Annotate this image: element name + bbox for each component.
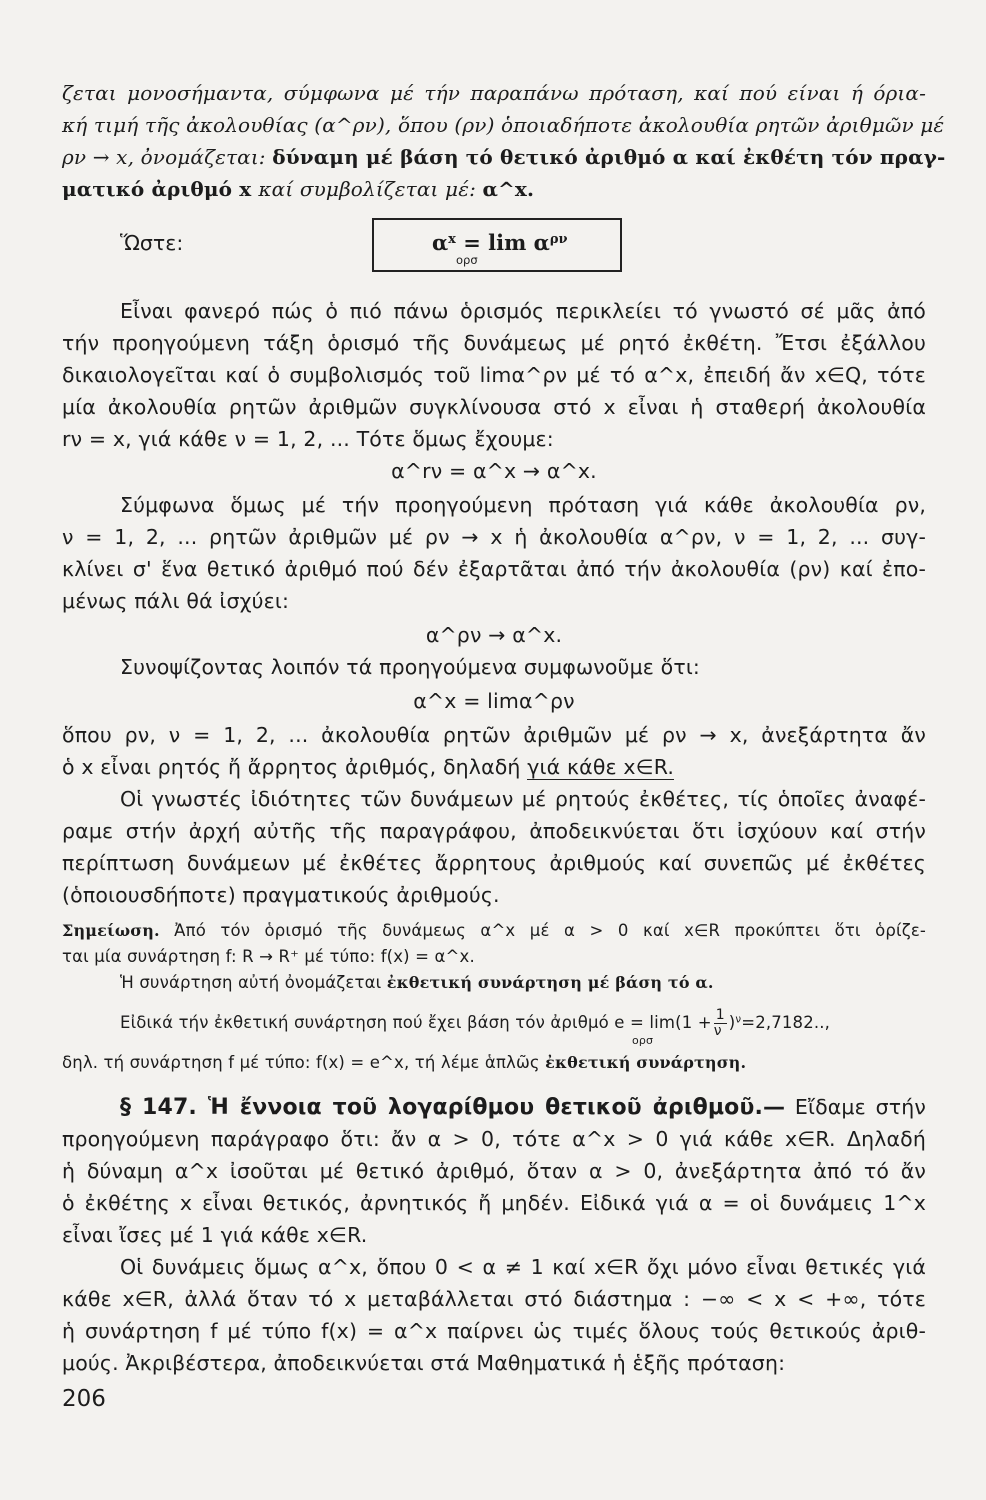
note-line-1: [62, 918, 926, 944]
intro-line-4-bold: ματικό ἀριθμό x: [62, 177, 259, 201]
definition-under-symbol: ορσ: [456, 253, 478, 267]
for-all-x-underlined: γιά κάθε x∈R.: [527, 755, 675, 779]
hoste-label: Ὥστε:: [120, 231, 184, 255]
note-line-5-text: δηλ. τή συνάρτηση f μέ τύπο: f(x) = e^x, τή λέμε ἁπλῶς: [62, 1053, 546, 1072]
para5-line-4: (ὁποιουσδήποτε) πραγματικούς ἀριθμούς.: [62, 883, 500, 907]
intro-line-2: κή τιμή τῆς ἀκολουθίας (α^ρν), ὅπου (ρν) ὁποιαδήποτε ἀκολουθία ρητῶν ἀριθμῶν μέ: [62, 113, 945, 137]
note-line-5-bold: ἐκθετική συνάρτηση.: [545, 1053, 747, 1072]
note-fraction: [714, 1008, 727, 1039]
note-heading: Σημείωση.: [62, 921, 160, 940]
para1-line-4: μία ἀκολουθία ρητῶν ἀριθμῶν συγκλίνουσα στό x εἶναι ἡ σταθερή ἀκολουθία: [62, 395, 926, 419]
definition-formula: $\alpha^x = \lim \alpha^{\rho\nu}$: [432, 230, 568, 255]
note-e-definition-eq: = ορσ: [630, 1010, 644, 1036]
section-147-line-1-text: Εἴδαμε στήν: [785, 1095, 926, 1119]
para6-line-4: μούς. Ἀκριβέστερα, ἀποδεικνύεται στά Μαθηματικά ἡ ἑξῆς πρόταση:: [62, 1351, 786, 1375]
para2-line-1: Σύμφωνα ὅμως μέ τήν προηγούμενη πρόταση γιά κάθε ἀκολουθία ρν,: [120, 493, 926, 517]
section-147-heading: § 147. Ἡ ἔννοια τοῦ λογαρίθμου θετικοῦ ἀριθμοῦ.—: [120, 1095, 786, 1120]
note-open-paren: (1 +: [675, 1013, 712, 1032]
para1-line-2: τήν προηγούμενη τάξη ὁρισμό τῆς δυνάμεως μέ ρητό ἐκθέτη. Ἔτσι ἐξάλλου: [62, 331, 926, 355]
intro-line-3: [62, 142, 946, 172]
para4-line-1: ὅπου ρν, ν = 1, 2, ... ἀκολουθία ρητῶν ἀριθμῶν μέ ρν → x, ἀνεξάρτητα ἄν: [62, 723, 926, 747]
note-line-3: [120, 970, 926, 996]
section-147-line-1: [120, 1092, 926, 1123]
para6-line-3: ἡ συνάρτηση f μέ τύπο f(x) = α^x παίρνει ὡς τιμές ὅλους τούς θετικούς ἀριθ-: [62, 1319, 926, 1343]
intro-line-4: [62, 174, 926, 204]
note-line-5: [62, 1050, 926, 1076]
note-close-paren: ): [728, 1013, 736, 1032]
note-line-4: [120, 1007, 926, 1047]
note-fraction-denominator: ν: [713, 1023, 722, 1039]
intro-line-4-symbol: α^x.: [482, 177, 535, 201]
equation-3: α^x = limα^ρν: [413, 689, 575, 713]
para6-line-1: Οἱ δυνάμεις ὅμως α^x, ὅπου 0 < α ≠ 1 καί x∈R ὄχι μόνο εἶναι θετικές γιά: [120, 1255, 926, 1279]
note-lim: lim: [649, 1013, 676, 1032]
para2-line-3: κλίνει σ' ἕνα θετικό ἀριθμό πού δέν ἐξαρτᾶται ἀπό τήν ἀκολουθία (ρν) καί ἐπο-: [62, 557, 926, 581]
definition-box: [372, 218, 622, 272]
equation-2: α^ρν → α^x.: [425, 623, 563, 647]
note-line-3-text: Ἡ συνάρτηση αὐτή ὀνομάζεται: [120, 973, 387, 992]
intro-line-4-italic: καί συμβολίζεται μέ:: [258, 177, 483, 201]
para5-line-3: περίπτωση δυνάμεων μέ ἐκθέτες ἄρρητους ἀριθμούς καί συνεπῶς μέ ἐκθέτες: [62, 851, 926, 875]
intro-line-3-italic: ρν → x, ὀνομάζεται:: [62, 145, 273, 169]
para5-line-1: Οἱ γνωστές ἰδιότητες τῶν δυνάμεων μέ ρητούς ἐκθέτες, τίς ὁποῖες ἀναφέ-: [120, 787, 926, 811]
equation-1: α^rν = α^x → α^x.: [391, 459, 597, 483]
para2-line-2: ν = 1, 2, ... ρητῶν ἀριθμῶν μέ ρν → x ἡ ἀκολουθία α^ρν, ν = 1, 2, ... συγ-: [62, 525, 926, 549]
para1-line-3: δικαιολογεῖται καί ὁ συμβολισμός τοῦ limα^ρν μέ τό α^x, ἐπειδή ἄν x∈Q, τότε: [62, 363, 926, 387]
para6-line-2: κάθε x∈R, ἀλλά ὅταν τό x μεταβάλλεται στό διάστημα : −∞ < x < +∞, τότε: [62, 1287, 926, 1311]
note-exponent: ν: [735, 1014, 742, 1026]
para5-line-2: ραμε στήν ἀρχή αὐτῆς τῆς παραγράφου, ἀποδεικνύεται ὅτι ἰσχύουν καί στήν: [62, 819, 926, 843]
note-line-1-text: Ἀπό τόν ὁρισμό τῆς δυνάμεως α^x μέ α > 0 καί x∈R προκύπτει ὅτι ὁρίζε-: [159, 921, 926, 940]
para1-line-5: rν = x, γιά κάθε ν = 1, 2, ... Τότε ὅμως ἔχουμε:: [62, 427, 554, 451]
para4-line-2: [62, 752, 926, 782]
section-147-line-2: προηγούμενη παράγραφο ὅτι: ἄν α > 0, τότε α^x > 0 γιά κάθε x∈R. Δηλαδή: [62, 1127, 926, 1151]
note-fraction-numerator: 1: [715, 1007, 725, 1023]
intro-line-1: ζεται μονοσήμαντα, σύμφωνα μέ τήν παραπάνω πρόταση, καί πού είναι ή όρια-: [62, 81, 926, 105]
section-147-line-5: εἶναι ἴσες μέ 1 γιά κάθε x∈R.: [62, 1223, 368, 1247]
page-number: 206: [62, 1386, 106, 1412]
para4-line-2-text: ὁ x εἶναι ρητός ἤ ἄρρητος ἀριθμός, δηλαδή: [62, 755, 528, 779]
para1-line-1: Εἶναι φανερό πώς ὁ πιό πάνω ὁρισμός περικλείει τό γνωστό σέ μᾶς ἀπό: [120, 299, 926, 323]
para3-line: Συνοψίζοντας λοιπόν τά προηγούμενα συμφωνοῦμε ὅτι:: [120, 655, 700, 679]
note-e-value: =2,7182..,: [741, 1013, 831, 1032]
section-147-line-3: ἡ δύναμη α^x ἰσοῦται μέ θετικό ἀριθμό, ὅταν α > 0, ἀνεξάρτητα ἀπό τό ἄν: [62, 1159, 926, 1183]
intro-line-3-bold: δύναμη μέ βάση τό θετικό ἀριθμό α καί ἐκθέτη τόν πραγ-: [272, 145, 946, 169]
note-line-4-text: Εἰδικά τήν ἐκθετική συνάρτηση πού ἔχει βάση τόν ἀριθμό e: [120, 1013, 625, 1032]
note-under-symbol: ορσ: [632, 1034, 654, 1047]
note-line-2: ται μία συνάρτηση f: R → R⁺ μέ τύπο: f(x) = α^x.: [62, 947, 475, 966]
section-147-line-4: ὁ ἐκθέτης x εἶναι θετικός, ἀρνητικός ἤ μηδέν. Εἰδικά γιά α = οἱ δυνάμεις 1^x: [62, 1191, 926, 1215]
note-line-3-bold: ἐκθετική συνάρτηση μέ βάση τό α.: [386, 973, 714, 992]
para2-line-4: μένως πάλι θά ἰσχύει:: [62, 589, 290, 613]
